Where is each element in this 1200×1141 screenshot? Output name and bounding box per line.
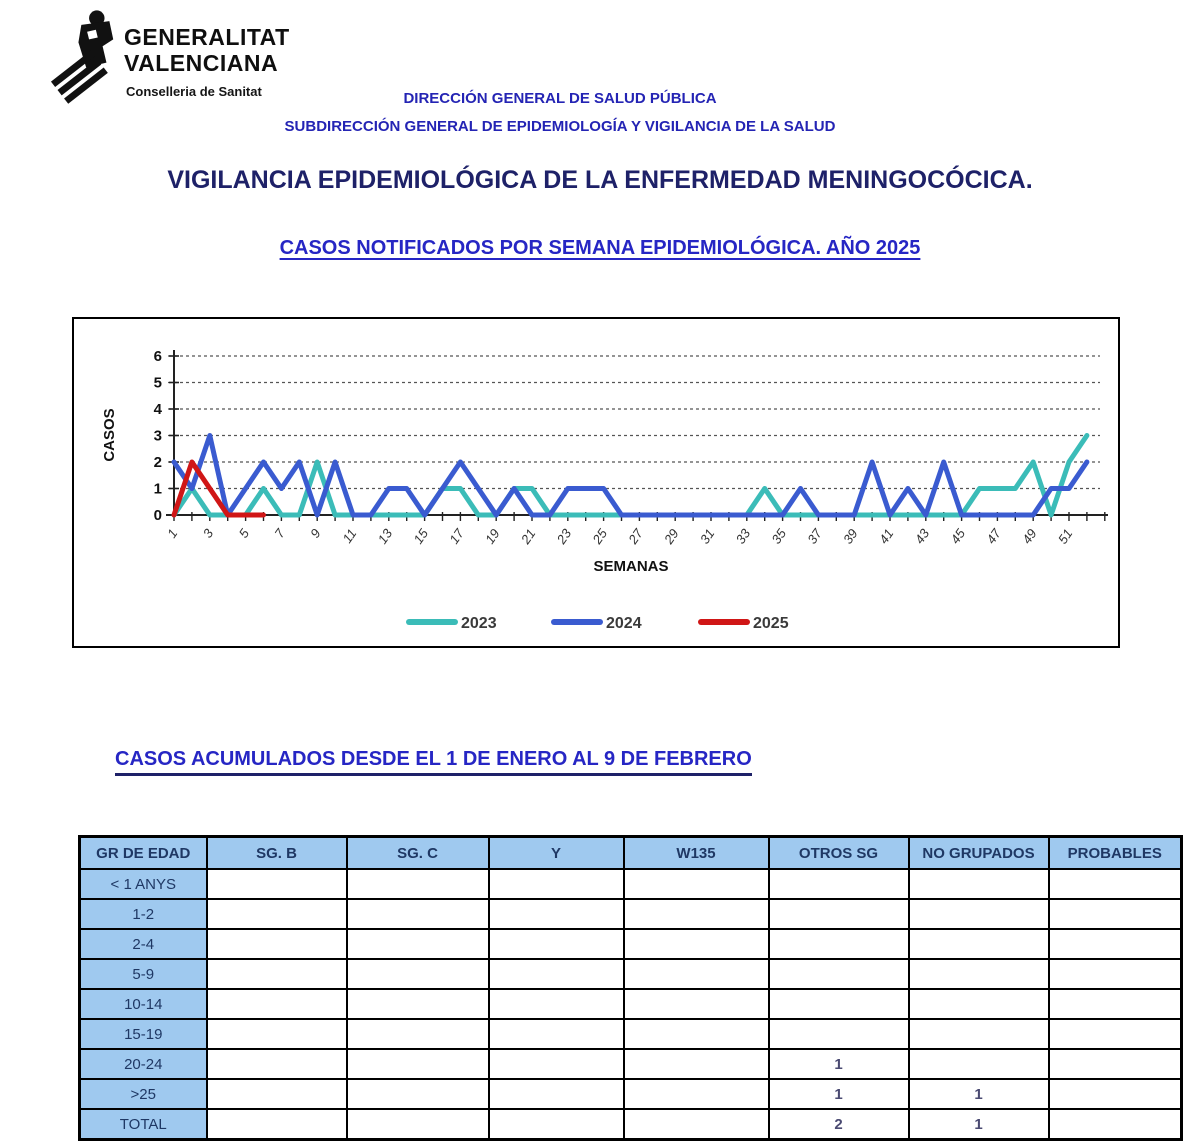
data-cell — [347, 1049, 489, 1079]
logo-title — [124, 24, 290, 76]
data-cell — [207, 899, 347, 929]
x-tick-label: 51 — [1054, 526, 1076, 547]
data-cell — [207, 989, 347, 1019]
data-cell — [347, 869, 489, 899]
data-cell — [207, 1109, 347, 1140]
x-tick-label: 21 — [517, 526, 539, 547]
x-tick-label: 19 — [482, 526, 503, 547]
header-cell: OTROS SG — [769, 837, 909, 870]
logo-title-line2: VALENCIANA — [124, 50, 279, 76]
data-cell — [347, 1109, 489, 1140]
x-tick-label: 9 — [307, 526, 324, 541]
table-row — [80, 929, 1182, 959]
data-cell — [489, 959, 624, 989]
x-tick-label: 45 — [947, 526, 969, 547]
data-cell — [624, 1079, 769, 1109]
data-cell — [769, 989, 909, 1019]
data-cell — [909, 1019, 1049, 1049]
data-cell — [1049, 869, 1182, 899]
x-tick-label: 5 — [235, 526, 253, 541]
cases-table — [78, 835, 1183, 1141]
x-tick-label: 7 — [271, 526, 288, 541]
data-cell — [624, 929, 769, 959]
x-tick-label: 47 — [983, 526, 1004, 547]
data-cell — [624, 869, 769, 899]
x-tick-label: 3 — [199, 526, 217, 541]
data-cell — [1049, 1079, 1182, 1109]
header-cell: W135 — [624, 837, 769, 870]
data-cell — [489, 929, 624, 959]
data-cell: 1 — [769, 1079, 909, 1109]
data-cell — [347, 989, 489, 1019]
data-cell — [347, 1019, 489, 1049]
y-tick-label: 4 — [153, 401, 162, 418]
data-cell: 1 — [909, 1109, 1049, 1140]
table-row — [80, 869, 1182, 899]
data-cell — [624, 1109, 769, 1140]
x-tick-label: 43 — [911, 526, 933, 547]
data-cell — [909, 959, 1049, 989]
data-cell — [207, 1019, 347, 1049]
page-title: VIGILANCIA EPIDEMIOLÓGICA DE LA ENFERMEDAD MENINGOCÓCICA. — [167, 166, 1033, 194]
data-cell — [347, 929, 489, 959]
page-subtitle — [0, 237, 1200, 260]
y-tick-label: 2 — [153, 454, 162, 471]
table-row — [80, 1019, 1182, 1049]
y-tick-label: 5 — [153, 374, 162, 392]
org-line-1: DIRECCIÓN GENERAL DE SALUD PÚBLICA — [403, 90, 717, 107]
data-cell — [347, 899, 489, 929]
cases-by-week-chart — [74, 319, 1118, 646]
data-cell — [207, 959, 347, 989]
row-label: 15-19 — [80, 1019, 207, 1049]
data-cell — [1049, 1109, 1182, 1140]
data-cell — [1049, 929, 1182, 959]
data-cell — [347, 959, 489, 989]
data-cell — [769, 929, 909, 959]
x-tick-label: 27 — [625, 526, 646, 547]
org-line-2: SUBDIRECCIÓN GENERAL DE EPIDEMIOLOGÍA Y VIGILANCIA DE LA SALUD — [284, 118, 836, 135]
data-cell — [624, 959, 769, 989]
data-cell: 1 — [909, 1079, 1049, 1109]
row-label: >25 — [80, 1079, 207, 1109]
legend-label-2023: 2023 — [461, 615, 497, 632]
table-header-row — [80, 837, 1182, 870]
data-cell — [1049, 959, 1182, 989]
data-cell — [1049, 899, 1182, 929]
y-tick-label: 0 — [153, 507, 162, 524]
data-cell — [489, 1019, 624, 1049]
row-label: 10-14 — [80, 989, 207, 1019]
data-cell — [769, 959, 909, 989]
data-cell — [1049, 989, 1182, 1019]
data-cell — [624, 899, 769, 929]
row-label: 1-2 — [80, 899, 207, 929]
data-cell — [207, 1079, 347, 1109]
row-label: TOTAL — [80, 1109, 207, 1140]
header-cell: NO GRUPADOS — [909, 837, 1049, 870]
data-cell — [909, 929, 1049, 959]
data-cell — [489, 1109, 624, 1140]
x-tick-label: 13 — [374, 526, 396, 547]
table-row — [80, 1109, 1182, 1140]
data-cell: 1 — [769, 1049, 909, 1079]
x-tick-label: 39 — [840, 526, 861, 547]
x-tick-label: 49 — [1019, 526, 1040, 547]
data-cell — [347, 1079, 489, 1109]
header-cell: PROBABLES — [1049, 837, 1182, 870]
header-cell: SG. B — [207, 837, 347, 870]
x-tick-label: 33 — [732, 526, 754, 547]
table-row — [80, 989, 1182, 1019]
page-subtitle-text: CASOS NOTIFICADOS POR SEMANA EPIDEMIOLÓGICA. AÑO 2025 — [279, 237, 921, 259]
x-tick-label: 1 — [164, 526, 181, 541]
data-cell — [489, 1049, 624, 1079]
y-tick-label: 3 — [153, 427, 162, 445]
x-tick-label: 29 — [661, 526, 682, 547]
data-cell — [1049, 1049, 1182, 1079]
x-tick-label: 15 — [410, 526, 432, 547]
legend-label-2024: 2024 — [606, 615, 642, 632]
data-cell — [909, 989, 1049, 1019]
data-cell — [769, 1019, 909, 1049]
row-label: 2-4 — [80, 929, 207, 959]
legend-label-2025: 2025 — [753, 615, 789, 632]
logo-title-line1: GENERALITAT — [124, 24, 290, 50]
data-cell — [207, 929, 347, 959]
table-row — [80, 1079, 1182, 1109]
x-tick-label: 37 — [804, 526, 825, 547]
x-tick-label: 17 — [446, 526, 467, 547]
data-cell — [489, 869, 624, 899]
section-heading: CASOS ACUMULADOS DESDE EL 1 DE ENERO AL 9 DE FEBRERO — [115, 748, 752, 776]
data-cell — [624, 989, 769, 1019]
row-label: 5-9 — [80, 959, 207, 989]
data-cell — [624, 1019, 769, 1049]
data-cell — [207, 869, 347, 899]
data-cell — [909, 1049, 1049, 1079]
x-tick-label: 31 — [696, 526, 718, 547]
data-cell — [489, 1079, 624, 1109]
x-tick-label: 23 — [553, 526, 575, 547]
y-tick-label: 6 — [153, 348, 162, 365]
table-row — [80, 1049, 1182, 1079]
data-cell — [909, 899, 1049, 929]
data-cell — [909, 869, 1049, 899]
data-cell: 2 — [769, 1109, 909, 1140]
data-cell — [624, 1049, 769, 1079]
data-cell — [769, 899, 909, 929]
header-cell: GR DE EDAD — [80, 837, 207, 870]
table-row — [80, 899, 1182, 929]
header-cell: SG. C — [347, 837, 489, 870]
x-tick-label: 11 — [339, 526, 360, 546]
row-label: < 1 ANYS — [80, 869, 207, 899]
data-cell — [489, 899, 624, 929]
logo-subtitle: Conselleria de Sanitat — [126, 84, 262, 99]
generalitat-logo-icon — [62, 8, 120, 96]
chart-panel — [72, 317, 1120, 648]
header-cell: Y — [489, 837, 624, 870]
row-label: 20-24 — [80, 1049, 207, 1079]
x-axis-title: SEMANAS — [593, 558, 669, 575]
data-cell — [1049, 1019, 1182, 1049]
x-tick-label: 41 — [875, 526, 897, 547]
data-cell — [207, 1049, 347, 1079]
data-cell — [769, 869, 909, 899]
x-tick-label: 35 — [768, 526, 790, 547]
x-tick-label: 25 — [589, 526, 611, 547]
data-cell — [489, 989, 624, 1019]
table-row — [80, 959, 1182, 989]
y-axis-title: CASOS — [101, 408, 118, 462]
y-tick-label: 1 — [153, 480, 162, 498]
